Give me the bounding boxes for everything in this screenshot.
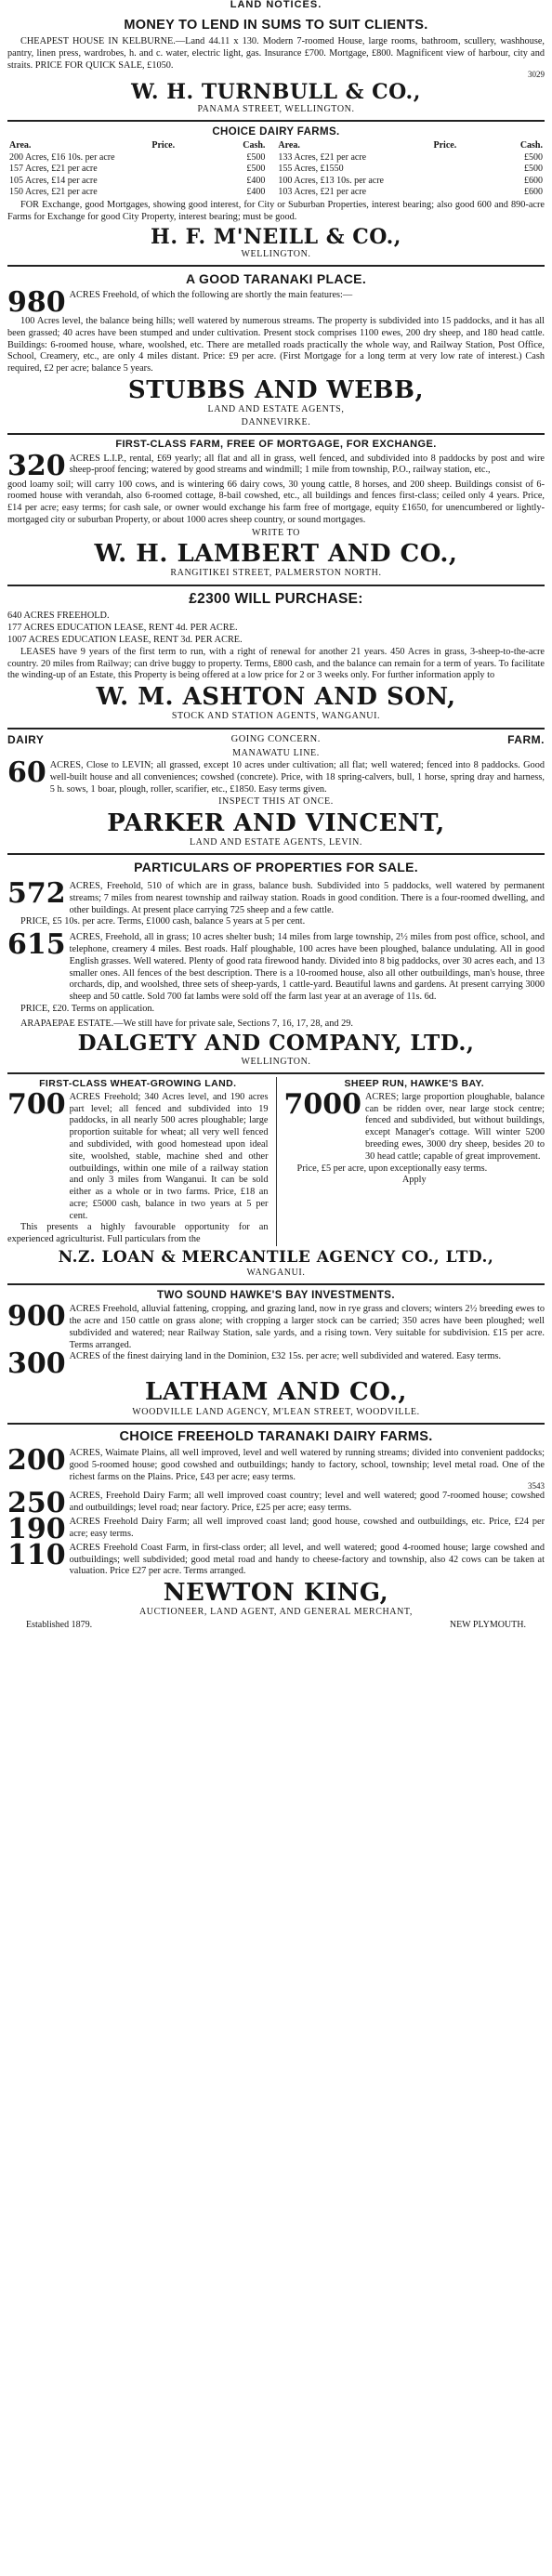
ad-subhead: FIRST-CLASS FARM, FREE OF MORTGAGE, FOR EXCHANGE. <box>115 439 437 451</box>
acreage-number: 7000 <box>283 1087 361 1121</box>
ad-subhead: CHOICE DAIRY FARMS. <box>212 126 340 138</box>
table-row <box>7 164 545 175</box>
firm-address: WANGANUI. <box>246 1267 306 1278</box>
column-divider <box>276 1077 277 1246</box>
list-item: 640 ACRES FREEHOLD. <box>7 611 110 622</box>
right-column <box>284 1077 545 1246</box>
ad-headline: A GOOD TARANAKI PLACE. <box>185 271 367 287</box>
acreage-number: 110 <box>7 1538 66 1571</box>
established-note: Established 1879. <box>26 1619 93 1630</box>
ad-headline: CHOICE FREEHOLD TARANAKI DAIRY FARMS. <box>119 1429 433 1445</box>
acreage-lead <box>7 1087 269 1222</box>
property-item <box>7 877 545 916</box>
ad-body: CHEAPEST HOUSE IN KELBURNE.—Land 44.11 x 130. Modern 7-roomed House, large rooms, bathroom, scullery, washhouse, pantry, linen press, wardrobes, h. and c. water, electric light, gas. Insurance £700. Mortgage, £800. Magnificent view of harbour, city and straits. PRICE FOR QUICK SALE, £1050. <box>7 36 545 71</box>
firm-name: NEWTON KING, <box>163 1579 389 1608</box>
ad-parker-vincent <box>7 729 545 856</box>
property-text: ACRES, Freehold, 510 of which are in grass, balance bush. Subdivided into 5 paddocks, well watered by permanent streams; 7 miles from nearest township and railway station. Roads in good condition. There is a four-roomed dwelling, and other buildings. At present place carrying 725 sheep and a few cattle. <box>69 881 545 915</box>
table-cell: £600 <box>524 175 543 186</box>
property-note: This presents a highly favourable opportunity for an experienced agriculturist. Full particulars from the <box>7 1222 269 1245</box>
list-item: 1007 ACRES EDUCATION LEASE, RENT 3d. PER ACRE. <box>7 634 243 645</box>
acreage-number: 300 <box>7 1347 66 1381</box>
acreage-number: 200 <box>7 1444 66 1478</box>
acreage-number: 320 <box>7 449 66 482</box>
acreage-lead <box>7 286 545 320</box>
table-cell: £500 <box>524 164 543 175</box>
ad-body: 100 Acres level, the balance being hills; well watered by numerous streams. The property is subdivided into 15 paddocks, and it has all been grassed; 40 acres have been stumped and under cultivation. Present stock comprises 1100 ewes, 200 dry sheep, and 180 head cattle. Buildings: 6-roomed house, whare, woolshed, etc. There are metalled roads practically the whole way, and Railway Station, Post Office, School, Creamery, etc., are only 4 miles distant. Price: £9 per acre. (First Mortgage for a long term at very low rate of interest.) Cash required, £2 per acre; balance 5 years. <box>7 316 545 375</box>
ad-line: MANAWATU LINE. <box>232 747 320 758</box>
property-text: ACRES Freehold, alluvial fattening, cropping, and grazing land, now in rye grass and clovers; winters 2½ breeding ewes to the acre and 150 cattle on grass alone; with cropping a larger stock can be carried; 350 acres have been ploughed; well subdivided and watered; near Railway Station, sale yards, and a rising town. Very suitable for subdivision. £15 per acre. Terms arranged. <box>69 1304 545 1350</box>
table-cell: 105 Acres, £14 per acre <box>9 175 98 186</box>
left-column <box>7 1077 269 1246</box>
firm-name: PARKER AND VINCENT, <box>107 808 445 837</box>
ad-headline: £2300 WILL PURCHASE: <box>189 590 363 607</box>
property-text: ACRES Freehold Dairy Farm; all well improved coast land; good house, cowshed and outbuildings, etc. Price, £24 per acre; easy terms. <box>69 1516 545 1539</box>
property-item <box>7 1444 545 1483</box>
ad-turnbull <box>7 12 545 122</box>
write-to: WRITE TO <box>252 527 300 538</box>
ad-tri-heading <box>7 733 545 747</box>
column-header: Price. <box>433 140 457 151</box>
ad-body: good loamy soil; will carry 100 cows, and is wintering 66 dairy cows, 30 young cattle, 8 horses, and 200 sheep. Buildings consist of 6-roomed house with verandah, also 6-roomed cottage, 8-bail cowshed, etc., all buildings and fences first-class; ceiled only 4 years. Price, £14 per acre; easy terms; for cash sale, or owner would exchange his farm free of mortgage, equity £1650, for unencumbered or lightly-mortgaged city or suburban Property, or about 1000 acres sheep country, or sound mortgages. <box>7 479 545 526</box>
firm-name: LATHAM AND CO., <box>145 1378 407 1407</box>
firm-address: WELLINGTON. <box>241 1056 311 1067</box>
firm-name: N.Z. LOAN & MERCANTILE AGENCY CO., LTD., <box>58 1247 494 1267</box>
right-heading: SHEEP RUN, HAWKE'S BAY. <box>344 1077 485 1089</box>
firm-address: WELLINGTON. <box>241 249 311 259</box>
property-item <box>7 1300 545 1351</box>
ad-ref: 3029 <box>528 69 545 79</box>
masthead: LAND NOTICES. <box>230 0 322 10</box>
firm-name: W. H. TURNBULL & CO., <box>131 79 421 104</box>
estate-note: ARAPAEPAE ESTATE.—We still have for private sale, Sections 7, 16, 17, 28, and 29. <box>20 1018 353 1029</box>
property-item <box>7 1347 545 1381</box>
table-cell: £600 <box>524 186 543 197</box>
firm-address: STOCK AND STATION AGENTS, WANGANUI. <box>171 711 381 722</box>
ad-dalgety <box>7 855 545 1074</box>
property-item <box>7 1512 545 1545</box>
acreage-number: 980 <box>7 286 66 320</box>
firm-address: RANGITIKEI STREET, PALMERSTON NORTH. <box>170 568 382 579</box>
table-cell: 155 Acres, £1550 <box>278 164 344 175</box>
table-cell: 200 Acres, £16 10s. per acre <box>9 151 115 163</box>
firm-name: DALGETY AND COMPANY, LTD., <box>77 1031 475 1057</box>
tri-heading-center: GOING CONCERN. <box>230 733 321 744</box>
tri-heading-left: DAIRY <box>7 732 45 746</box>
acreage-number: 250 <box>7 1486 66 1519</box>
acreage-number: 572 <box>7 877 66 911</box>
column-header: Cash. <box>243 140 266 151</box>
apply-label: Apply <box>401 1175 427 1186</box>
property-text: ACRES Freehold Coast Farm, in first-class order; all level, and well watered; good 4-roomed house; large cowshed and outbuildings; well subdivided; good metal road and handy to cheese-factory and township, also 42 cows can be taken at valuation. Price £27 per acre. Terms arranged. <box>69 1542 545 1577</box>
property-text: ACRES; large proportion ploughable, balance can be ridden over, near large stock centre; fenced and subdivided, but without buildings, except Manager's cottage. Will winter 5200 breeding ewes, 3000 dry sheep, besides 20 to 30 head cattle; capable of great improvement. <box>365 1091 545 1162</box>
ad-nz-loan <box>7 1074 545 1285</box>
property-text: ACRES, Freehold Dairy Farm; all well improved coast country; level and well watered; good 7-roomed house; cowshed and outbuildings; level road; near factory. Price, £25 per acre; easy terms. <box>69 1490 545 1513</box>
table-cell: £500 <box>246 164 266 175</box>
acreage-lead-text: ACRES L.I.P., rental, £69 yearly; all flat and all in grass, well fenced, and subdivided into 8 paddocks by post and wire sheep-proof fencing; watered by good streams and windmill; 1 mile from township, P.O., railway station, etc., <box>69 453 545 476</box>
ad-ashton <box>7 586 545 729</box>
table-header-row <box>7 140 545 151</box>
column-header: Cash. <box>519 140 543 151</box>
table-row <box>7 176 545 187</box>
table-cell: 150 Acres, £21 per acre <box>9 186 98 197</box>
acreage-number: 190 <box>7 1512 66 1545</box>
acreage-lead <box>283 1087 545 1163</box>
acreage-lead <box>7 449 545 482</box>
property-text: ACRES, Freehold, all in grass; 10 acres shelter bush; 14 miles from large township, 2½ miles from post office, school, and telephone, creamery 4 miles. Best roads. Half ploughable, 100 acres have been ploughed, balance undulating. All in good English grasses. Well watered. Plenty of good rata firewood handy. Divided into 8 big paddocks, over 30 acres each, and 13 smaller ones. All fences of the best description. There is a 10-roomed house, also all other outbuildings, man's house, three orchards, dip, and woolshed, three sets of sheep-yards, 1 cattle-yard. Beautiful lawns and gardens. At present carrying 3000 sheep and 50 cattle. Sold 700 fat lambs were sold off the farm last year at an average of 11s. 6d. <box>69 932 545 1003</box>
ad-body: FOR Exchange, good Mortgages, showing good interest, for City or Suburban Properties, interest bearing; also good 600 and 890-acre Farms for Exchange for good City Property, interest bearing; must be good. <box>7 200 545 223</box>
table-cell: £500 <box>246 151 266 163</box>
ad-stubbs-webb <box>7 267 545 435</box>
inspect-note: INSPECT THIS AT ONCE. <box>218 796 334 808</box>
holdings-list <box>7 611 545 646</box>
firm-address: LAND AND ESTATE AGENTS, <box>207 404 345 415</box>
firm-address: LAND AND ESTATE AGENTS, LEVIN. <box>189 836 363 848</box>
ad-ref: 3543 <box>528 1480 545 1491</box>
ad-latham <box>7 1285 545 1425</box>
firm-name: W. M. ASHTON AND SON, <box>96 683 456 712</box>
acreage-number: 700 <box>7 1087 66 1121</box>
ad-headline: MONEY TO LEND IN SUMS TO SUIT CLIENTS. <box>124 18 428 33</box>
table-row <box>7 152 545 164</box>
acreage-lead-text: ACRES, Close to LEVIN; all grassed, except 10 acres under cultivation; all flat; well watered; fenced into 8 paddocks. Good well-built house and all conveniences; cowshed (concrete). Price, with 18 spring-calvers, bull, 1 horse, spring dray and harness, 5 h. sows, 1 boar, plough, roller, scarifier, etc., £1850. Easy terms given. <box>49 760 545 795</box>
property-price: PRICE, £20. Terms on application. <box>20 1003 155 1014</box>
list-item: 177 ACRES EDUCATION LEASE, RENT 4d. PER ACRE. <box>7 623 238 634</box>
ad-subhead: TWO SOUND HAWKE'S BAY INVESTMENTS. <box>157 1290 395 1302</box>
acreage-number: 900 <box>7 1300 66 1334</box>
firm-town: NEW PLYMOUTH. <box>449 1619 526 1630</box>
column-header: Area. <box>278 140 300 151</box>
acreage-number: 615 <box>7 928 66 962</box>
property-item <box>7 928 545 1004</box>
two-column-listing <box>7 1077 545 1246</box>
column-header: Area. <box>9 140 32 151</box>
acreage-number: 60 <box>7 756 46 789</box>
firm-address: AUCTIONEER, LAND AGENT, AND GENERAL MERCHANT, <box>138 1607 414 1618</box>
table-row <box>7 187 545 198</box>
firm-address: WOODVILLE LAND AGENCY, M'LEAN STREET, WOODVILLE. <box>132 1406 420 1417</box>
table-cell: 133 Acres, £21 per acre <box>278 151 367 163</box>
property-item <box>7 1538 545 1578</box>
table-cell: 103 Acres, £21 per acre <box>278 186 367 197</box>
table-cell: 100 Acres, £13 10s. per acre <box>278 175 384 186</box>
ad-body: LEASES have 9 years of the first term to run, with a right of renewal for another 21 years. 450 Acres in grass, 3-sheep-to-the-acre country. 20 miles from Railway; can drive buggy to property. Terms, £800 cash, and the balance can remain for a term of years. To facilitate the winding-up of an Estate, this Property is being offered at a low price for 2 or 3 weeks only. For further information apply to <box>7 646 545 681</box>
firm-name: W. H. LAMBERT AND CO., <box>94 540 458 569</box>
property-item <box>7 1486 545 1519</box>
table-cell: 157 Acres, £21 per acre <box>9 164 98 175</box>
firm-footer <box>7 1620 545 1631</box>
firm-address: PANAMA STREET, WELLINGTON. <box>197 103 355 114</box>
property-text: ACRES, Waimate Plains, all well improved, level and well watered by running streams; divided into convenient paddocks; good 5-roomed house; good cowshed and outbuildings; handy to factory, school, township; level metal road. One of the richest farms on the Plains. Price, £43 per acre; easy terms. <box>69 1448 545 1483</box>
property-price: Price, £5 per acre, upon exceptionally easy terms. <box>296 1163 488 1174</box>
column-header: Price. <box>151 140 176 151</box>
table-cell: £500 <box>524 151 543 163</box>
left-heading: FIRST-CLASS WHEAT-GROWING LAND. <box>39 1077 237 1089</box>
property-price: PRICE, £5 10s. per acre. Terms, £1000 cash, balance 5 years at 5 per cent. <box>20 916 306 927</box>
ad-newton-king <box>7 1425 545 1635</box>
firm-name: H. F. M'NEILL & CO., <box>151 224 401 249</box>
firm-town: DANNEVIRKE. <box>241 416 311 427</box>
tri-heading-right: FARM. <box>507 732 545 746</box>
table-cell: £400 <box>246 175 266 186</box>
firm-name: STUBBS AND WEBB, <box>127 376 425 405</box>
ad-headline: PARTICULARS OF PROPERTIES FOR SALE. <box>134 860 418 875</box>
acreage-lead <box>7 756 545 795</box>
property-text: ACRES of the finest dairying land in the Dominion, £32 15s. per acre; well subdivided and watered. Easy terms. <box>69 1351 502 1362</box>
table-cell: £400 <box>246 186 266 197</box>
property-text: ACRES Freehold; 340 Acres level, and 190 acres part level; all fenced and subdivided into 19 paddocks, in all nearly 500 acres ploughable; large proportion suitable for wheat; all very well fenced and subdivided, with good homestead upon ideal site, woolshed, stable, machine shed and other outbuildings, within one mile of a railway station and only 3 miles from Wanganui. It can be sold either as a whole or in two farms. Price, £18 an acre; £5000 cash, balance in two years at 5 per cent. <box>69 1091 269 1221</box>
ad-mcneill <box>7 122 545 267</box>
acreage-lead-text: ACRES Freehold, of which the following are shortly the main features:— <box>69 290 353 301</box>
ad-lambert <box>7 435 545 586</box>
dairy-farms-table <box>7 140 545 198</box>
